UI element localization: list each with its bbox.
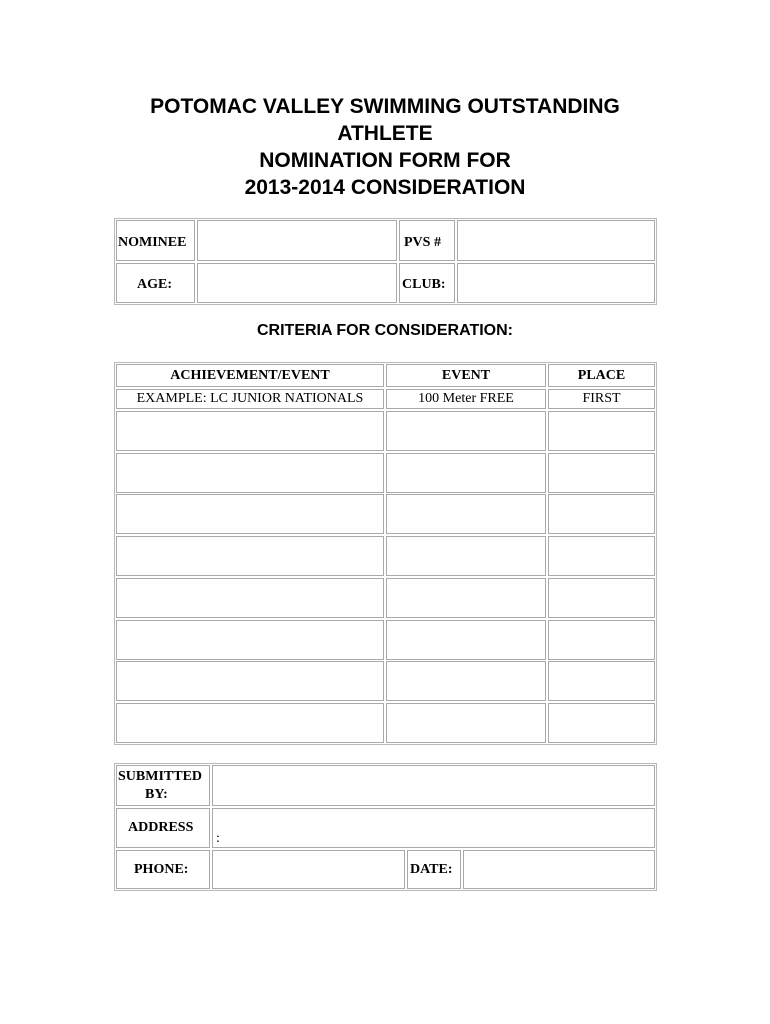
criteria-row-1-event-field[interactable]	[386, 411, 546, 451]
criteria-row-4-place-field[interactable]	[548, 536, 655, 576]
nominee-field[interactable]	[197, 220, 397, 261]
title-line-4: 2013-2014 CONSIDERATION	[244, 176, 526, 199]
submitted-by-field[interactable]	[212, 765, 655, 806]
title-line-1: POTOMAC VALLEY SWIMMING OUTSTANDING	[150, 95, 620, 118]
title-line-3: NOMINATION FORM FOR	[259, 149, 511, 172]
age-label: AGE:	[137, 277, 172, 292]
criteria-row-7-achievement-field[interactable]	[116, 661, 384, 701]
criteria-row-1-place-field[interactable]	[548, 411, 655, 451]
example-achievement: EXAMPLE: LC JUNIOR NATIONALS	[136, 391, 364, 406]
example-place: FIRST	[582, 391, 621, 406]
criteria-row-2-event-field[interactable]	[386, 453, 546, 493]
criteria-row-7-place-field[interactable]	[548, 661, 655, 701]
criteria-row-5-place-field[interactable]	[548, 578, 655, 618]
age-field[interactable]	[197, 263, 397, 303]
form-title	[0, 93, 770, 201]
criteria-row-8-event-field[interactable]	[386, 703, 546, 743]
club-label: CLUB:	[402, 277, 446, 292]
criteria-row-8-achievement-field[interactable]	[116, 703, 384, 743]
header-place: PLACE	[577, 368, 626, 383]
club-field[interactable]	[457, 263, 655, 303]
criteria-row-4-achievement-field[interactable]	[116, 536, 384, 576]
submitted-by-label-line-1: SUBMITTED	[118, 769, 203, 784]
date-label: DATE:	[410, 862, 453, 877]
phone-label: PHONE:	[134, 862, 189, 877]
pvs-number-field[interactable]	[457, 220, 655, 261]
criteria-row-5-achievement-field[interactable]	[116, 578, 384, 618]
criteria-row-6-event-field[interactable]	[386, 620, 546, 660]
header-achievement: ACHIEVEMENT/EVENT	[170, 368, 330, 383]
criteria-row-3-place-field[interactable]	[548, 494, 655, 534]
criteria-heading: CRITERIA FOR CONSIDERATION:	[257, 322, 513, 339]
criteria-row-3-achievement-field[interactable]	[116, 494, 384, 534]
criteria-row-6-place-field[interactable]	[548, 620, 655, 660]
criteria-row-8-place-field[interactable]	[548, 703, 655, 743]
phone-field[interactable]	[212, 850, 405, 889]
nominee-label: NOMINEE	[118, 235, 187, 250]
criteria-row-7-event-field[interactable]	[386, 661, 546, 701]
submitted-by-label-line-2: BY:	[145, 787, 168, 802]
title-line-2: ATHLETE	[337, 122, 433, 145]
pvs-label: PVS #	[404, 235, 441, 250]
address-label: ADDRESS	[128, 820, 194, 835]
criteria-row-2-achievement-field[interactable]	[116, 453, 384, 493]
date-field[interactable]	[463, 850, 655, 889]
address-colon: :	[216, 831, 220, 846]
example-event: 100 Meter FREE	[418, 391, 514, 406]
address-field[interactable]	[212, 808, 655, 848]
criteria-row-4-event-field[interactable]	[386, 536, 546, 576]
criteria-row-6-achievement-field[interactable]	[116, 620, 384, 660]
criteria-row-1-achievement-field[interactable]	[116, 411, 384, 451]
criteria-row-3-event-field[interactable]	[386, 494, 546, 534]
criteria-row-5-event-field[interactable]	[386, 578, 546, 618]
header-event: EVENT	[441, 368, 491, 383]
criteria-row-2-place-field[interactable]	[548, 453, 655, 493]
